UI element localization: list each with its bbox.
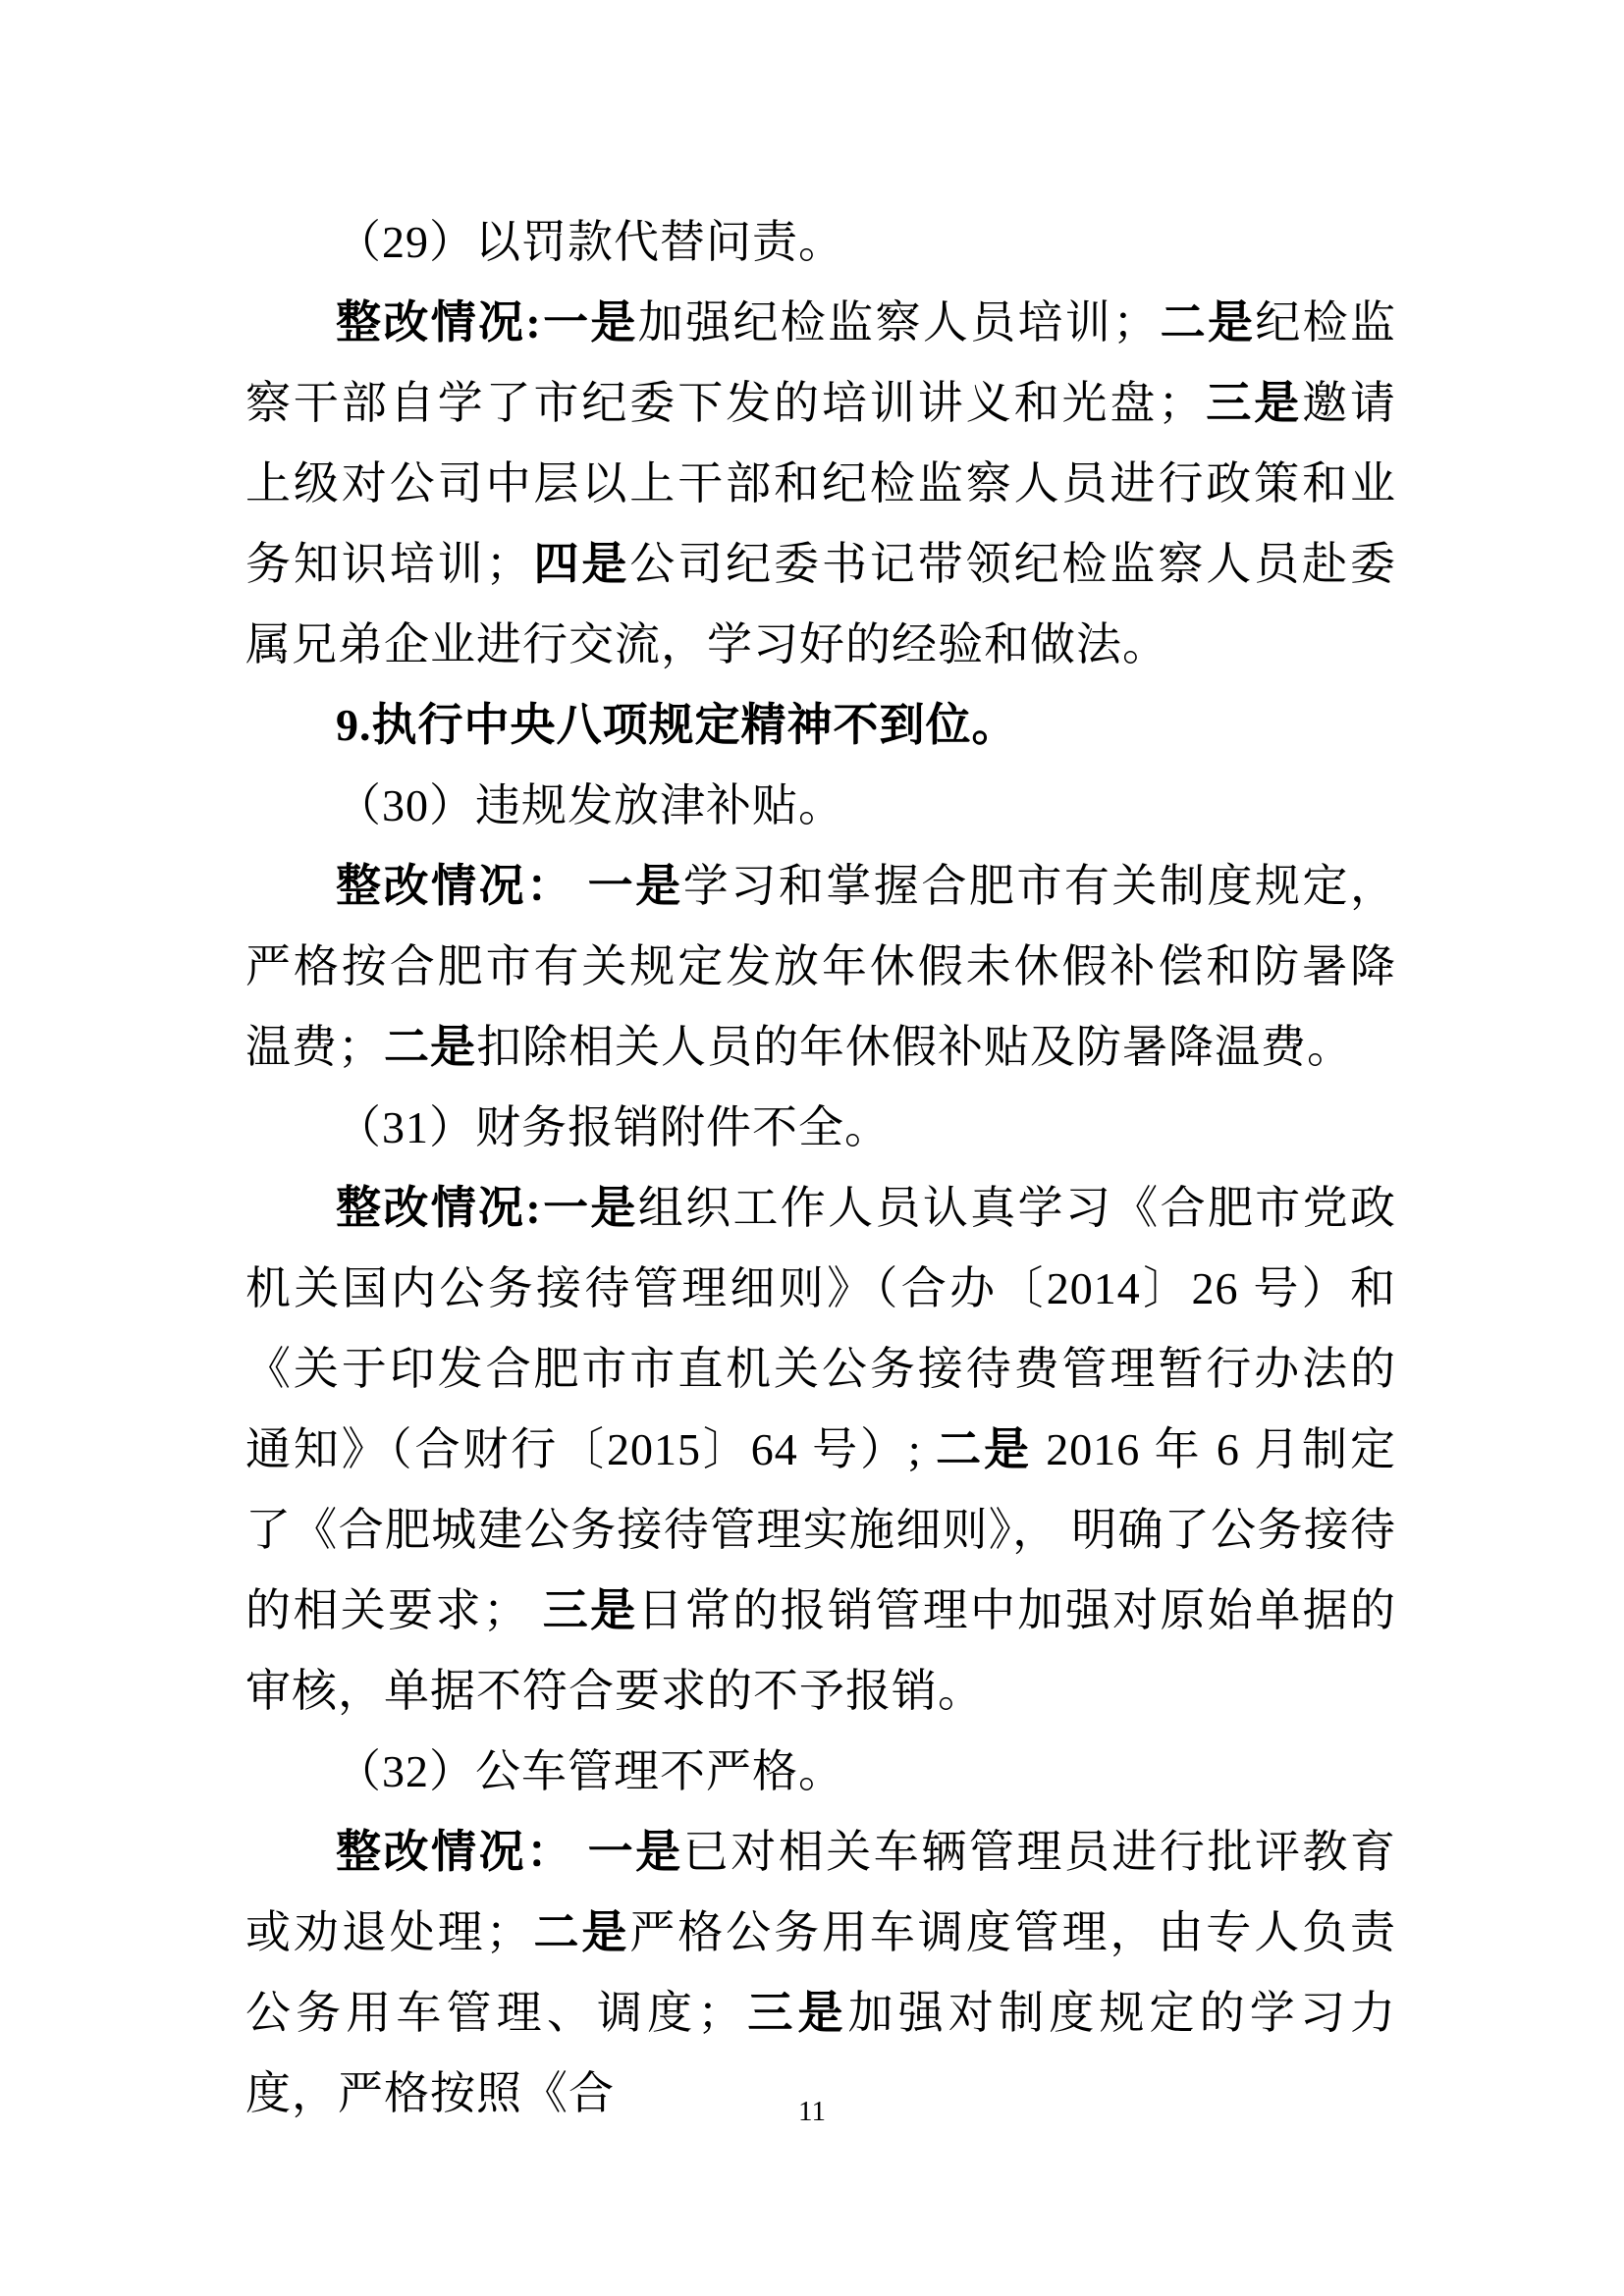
text-run: 整改情况： bbox=[336, 1827, 574, 1877]
paragraph bbox=[245, 1088, 1396, 1168]
text-run: 2016 年 6 月制定了《合肥城建公务接待管理实施细则》， 明确了公务接待的相关要求； bbox=[245, 1424, 1397, 1635]
text-run: 加强对制度规定的学习力度，严格按照《合 bbox=[245, 1988, 1397, 2118]
text-run: 一是 bbox=[587, 1827, 683, 1877]
paragraph bbox=[245, 202, 1396, 283]
text-run: 邀请上级对公司中层以上干部和纪检监察人员进行政策和业务知识培训； bbox=[245, 378, 1397, 589]
text-run: 三是 bbox=[743, 1988, 848, 2038]
text-run: 三是 bbox=[1204, 378, 1303, 428]
paragraph bbox=[245, 846, 1396, 1088]
text-run: 组织工作人员认真学习《合肥市党政机关国内公务接待管理细则》（合办〔2014〕26 号）和《关于印发合肥市市直机关公务接待费管理暂行办法的通知》（合财行〔2015〕64 号）; bbox=[245, 1183, 1396, 1474]
text-run bbox=[574, 1827, 588, 1877]
text-run: 公司纪委书记带领纪检监察人员赴委属兄弟企业进行交流，学习好的经验和做法。 bbox=[245, 539, 1397, 669]
text-run: 整改情况: bbox=[336, 297, 542, 347]
text-run: 整改情况: bbox=[336, 1183, 542, 1233]
text-run: 整改情况： bbox=[336, 861, 574, 911]
page-number: 11 bbox=[798, 2096, 826, 2127]
paragraph bbox=[245, 1732, 1396, 1812]
text-run: （29）以罚款代替问责。 bbox=[336, 217, 844, 267]
document-body bbox=[245, 202, 1396, 2134]
section-heading bbox=[245, 685, 1396, 766]
text-run: 四是 bbox=[531, 539, 630, 589]
text-run: 二是 bbox=[1159, 297, 1256, 347]
text-run: 二是 bbox=[384, 1022, 476, 1072]
text-run: 一是 bbox=[587, 861, 683, 911]
text-run: 加强纪检监察人员培训； bbox=[637, 297, 1160, 347]
text-run: 9.执行中央八项规定精神不到位。 bbox=[336, 700, 1018, 750]
text-run: 纪检监察干部自学了市纪委下发的培训讲义和光盘； bbox=[245, 297, 1397, 428]
text-run: 三是 bbox=[542, 1585, 638, 1635]
text-run: 二是 bbox=[531, 1907, 630, 1957]
paragraph bbox=[245, 1168, 1396, 1732]
text-run: （30）违规发放津补贴。 bbox=[336, 780, 844, 830]
text-run: 日常的报销管理中加强对原始单据的审核，单据不符合要求的不予报销。 bbox=[245, 1585, 1397, 1716]
text-run: 扣除相关人员的年休假补贴及防暑降温费。 bbox=[476, 1022, 1353, 1072]
paragraph bbox=[245, 766, 1396, 846]
text-run: 二是 bbox=[936, 1424, 1032, 1474]
text-run: 一是 bbox=[541, 1183, 638, 1233]
text-run: 学习和掌握合肥市有关制度规定，严格按合肥市有关规定发放年休假未休假补偿和防暑降温费； bbox=[245, 861, 1397, 1072]
text-run: （32）公车管理不严格。 bbox=[336, 1746, 844, 1796]
paragraph bbox=[245, 1812, 1396, 2134]
text-run: （31）财务报销附件不全。 bbox=[336, 1102, 891, 1152]
text-run: 一是 bbox=[541, 297, 638, 347]
text-run bbox=[574, 861, 588, 911]
text-run: 严格公务用车调度管理，由专人负责公务用车管理、调度； bbox=[245, 1907, 1397, 2038]
paragraph bbox=[245, 283, 1396, 685]
text-run: 已对相关车辆管理员进行批评教育或劝退处理； bbox=[245, 1827, 1397, 1957]
